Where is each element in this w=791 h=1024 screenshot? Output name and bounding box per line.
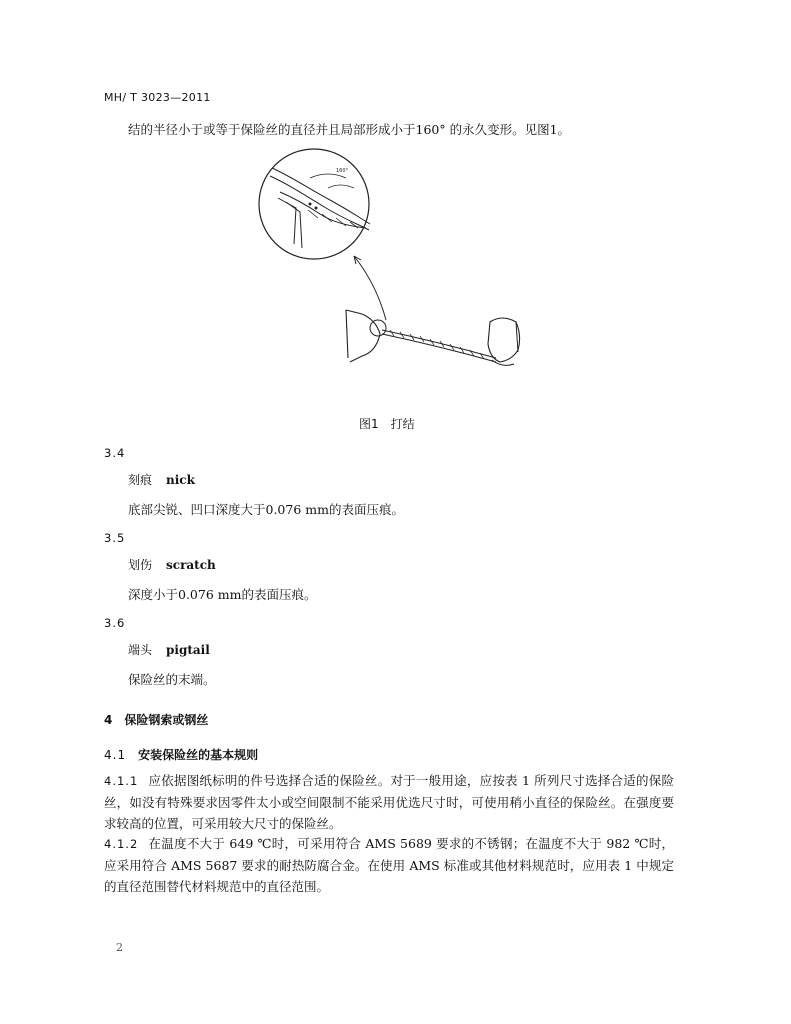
term-definition: 保险丝的末端。 (128, 672, 216, 687)
clause-number: 4.1.2 (104, 837, 139, 851)
term-number: 3.5 (104, 531, 126, 545)
section-title: 保险钢索或钢丝 (124, 713, 209, 727)
angle-label: 160° (336, 168, 349, 174)
subsection-heading (104, 746, 258, 763)
clause-text: 在温度不大于 649 ℃时，可采用符合 AMS 5689 要求的不锈钢；在温度不大于 982 ℃时，应采用符合 AMS 5687 要求的耐热防腐合金。在使用 AMS 标准或其他材料规范时，应用表 1 中规定的直径范围替代材料规范中的直径范围。 (104, 836, 674, 894)
term-zh: 划伤 (128, 558, 153, 572)
term-number: 3.4 (104, 446, 126, 460)
clause-paragraph (104, 833, 674, 897)
intro-text: 结的半径小于或等于保险丝的直径并且局部形成小于160° 的永久变形。见图1。 (128, 122, 571, 137)
section-number: 4 (104, 713, 113, 727)
page-number: 2 (116, 941, 123, 954)
term-en: scratch (166, 558, 216, 572)
term-zh: 刻痕 (128, 473, 153, 487)
term-definition: 深度小于0.076 mm的表面压痕。 (128, 587, 317, 602)
section-heading (104, 711, 208, 728)
term-definition: 底部尖锐、凹口深度大于0.076 mm的表面压痕。 (128, 502, 404, 517)
standard-code: MH/ T 3023—2011 (104, 91, 211, 104)
clause-text: 应依据图纸标明的件号选择合适的保险丝。对于一般用途，应按表 1 所列尺寸选择合适的保险丝，如没有特殊要求因零件太小或空间限制不能采用优选尺寸时，可使用稍小直径的保险丝。在强度要求较高的位置，可采用较大尺寸的保险丝。 (104, 773, 674, 831)
knot-figure (250, 148, 530, 378)
clause-paragraph (104, 770, 674, 834)
term-number: 3.6 (104, 616, 126, 630)
term-en: nick (166, 473, 195, 487)
term-zh: 端头 (128, 643, 153, 657)
subsection-title: 安装保险丝的基本规则 (138, 748, 259, 762)
term-heading (128, 641, 210, 658)
figure-caption-number: 图1 (359, 417, 379, 431)
figure-caption-title: 打结 (390, 417, 415, 431)
clause-number: 4.1.1 (104, 774, 139, 788)
subsection-number: 4.1 (104, 748, 127, 762)
figure-caption (359, 415, 415, 432)
term-heading (128, 471, 195, 488)
term-heading (128, 556, 216, 573)
magnified-detail-circle (259, 149, 369, 259)
term-en: pigtail (166, 643, 210, 657)
